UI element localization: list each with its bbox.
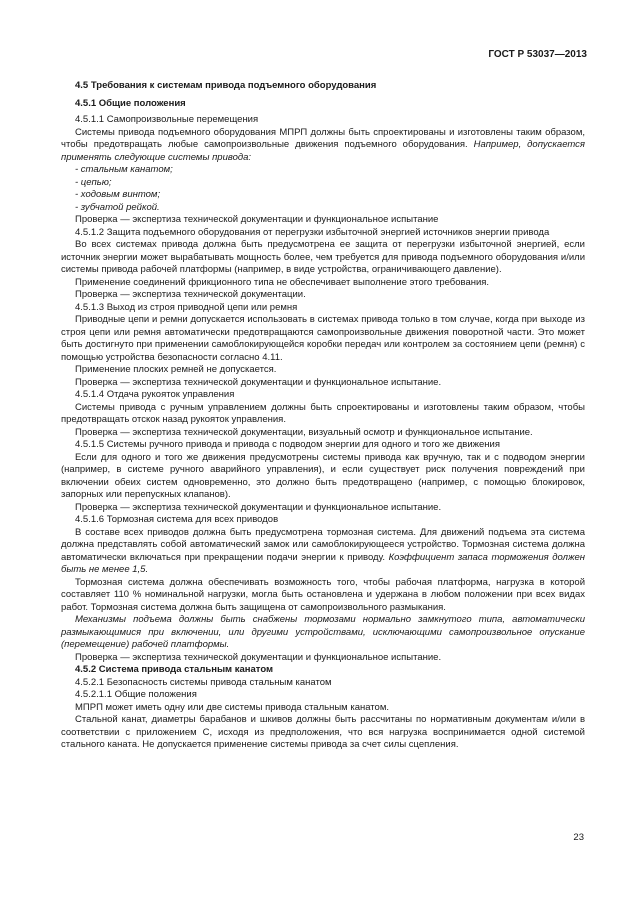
section-heading-4-5: 4.5 Требования к системам привода подъемного оборудования xyxy=(75,80,377,91)
paragraph: Применение плоских ремней не допускается. xyxy=(75,364,277,375)
section-heading-4-5-1: 4.5.1 Общие положения xyxy=(75,97,186,109)
paragraph: В составе всех приводов должна быть предусмотрена тормозная система. Для движений подъема эта система должна представлять собой автоматический замок или самоблокирующееся устройство. Тормозная система должна автоматически включаться при прекращении подачи энергии к приводу. Коэффициент запаса торможения должен быть не менее 1,5. xyxy=(61,526,586,575)
document-header: ГОСТ Р 53037—2013 xyxy=(488,49,587,60)
subsection-title: 4.5.1.4 Отдача рукояток управления xyxy=(75,389,235,400)
list-item: - ходовым винтом; xyxy=(75,189,161,200)
subsection-title: 4.5.1.5 Системы ручного привода и привода с подводом энергии для одного и того же движения xyxy=(75,439,500,450)
check-note: Проверка — экспертиза технической документации и функциональное испытание. xyxy=(75,376,442,388)
paragraph: Если для одного и того же движения предусмотрены системы привода как вручную, так и с подводом энергии (например, в системе ручного аварийного управления), и если существует риск получения повреждений при включении обеих систем одновременно, это должно быть предотвращено (например, с помощью блокировок, запорных или перепускных клапанов). xyxy=(61,451,585,500)
subsection-title: 4.5.2.1 Безопасность системы привода стальным канатом xyxy=(75,676,332,688)
check-note: Проверка — экспертиза технической документации, визуальный осмотр и функциональное испытание. xyxy=(75,426,533,438)
list-item: - зубчатой рейкой. xyxy=(75,201,160,213)
paragraph: Приводные цепи и ремни допускается использовать в системах привода только в том случае, когда при выходе из строя цепи или ремня автоматически предотвращаются самопроизвольные движения поворотной части. Это может быть достигнуто при применении самоблокирующейся коробки передач или контролем за состоянием цепи (ремня) с помощью устройства безопасности согласно 4.11. xyxy=(61,314,585,363)
paragraph: Применение соединений фрикционного типа не обеспечивает выполнение этого требования. xyxy=(75,276,490,288)
page-number: 23 xyxy=(573,832,584,843)
list-item: - стальным канатом; xyxy=(75,164,173,175)
section-heading-4-5-2: 4.5.2 Система привода стальным канатом xyxy=(75,664,274,675)
subsection-title: 4.5.1.1 Самопроизвольные перемещения xyxy=(75,114,259,125)
check-note: Проверка — экспертиза технической документации и функциональное испытание. xyxy=(75,501,442,513)
check-note: Проверка — экспертиза технической документации. xyxy=(75,289,306,300)
paragraph: Системы привода с ручным управлением должны быть спроектированы и изготовлены таким образом, чтобы предотвращать отскок назад рукояток управления. xyxy=(61,401,585,425)
paragraph: Стальной канат, диаметры барабанов и шкивов должны быть рассчитаны по нормативным документам и/или в соответствии с приложением С, исходя из предположения, что вся нагрузка воспринимается одной системой стального каната. Не допускается применение системы привода за счет силы сцепления. xyxy=(61,714,585,750)
paragraph: Механизмы подъема должны быть снабжены тормозами нормально замкнутого типа, автоматически размыкающимися при включении, или другими устройствами, исключающими самопроизвольное опускание (перемещение) рабочей платформы. xyxy=(61,614,585,650)
paragraph: МПРП может иметь одну или две системы привода стальным канатом. xyxy=(75,701,390,713)
subsection-title: 4.5.1.6 Тормозная система для всех приводов xyxy=(75,514,279,525)
paragraph: Во всех системах привода должна быть предусмотрена ее защита от перегрузки избыточной энергией, если источник энергии может вырабатывать мощность более, чем требуется для привода подъемного оборудования и/или системы привода рабочей платформы (например, в виде устройства, ограничивающего давление). xyxy=(61,239,585,275)
check-note: Проверка — экспертиза технической документации и функциональное испытание. xyxy=(75,651,442,663)
subsection-title: 4.5.1.2 Защита подъемного оборудования от перегрузки избыточной энергией источников энергии привода xyxy=(75,226,550,238)
paragraph: Системы привода подъемного оборудования МПРП должны быть спроектированы и изготовлены таким образом, чтобы предотвращать любые самопроизвольные движения подъемного оборудования. Например, допускается применять следующие системы привода: xyxy=(61,126,586,163)
document-body xyxy=(61,80,585,752)
subsection-title: 4.5.2.1.1 Общие положения xyxy=(75,689,197,700)
check-note: Проверка — экспертиза технической документации и функциональное испытание xyxy=(75,214,439,225)
paragraph: Тормозная система должна обеспечивать возможность того, чтобы рабочая платформа, нагрузка в которой составляет 110 % номинальной нагрузки, могла быть остановлена и удержана в любом положении при всех видах работ. Тормозная система должна быть защищена от самопроизвольного размыкания. xyxy=(61,576,585,613)
list-item: - цепью; xyxy=(75,176,112,188)
subsection-title: 4.5.1.3 Выход из строя приводной цепи или ремня xyxy=(75,301,298,313)
